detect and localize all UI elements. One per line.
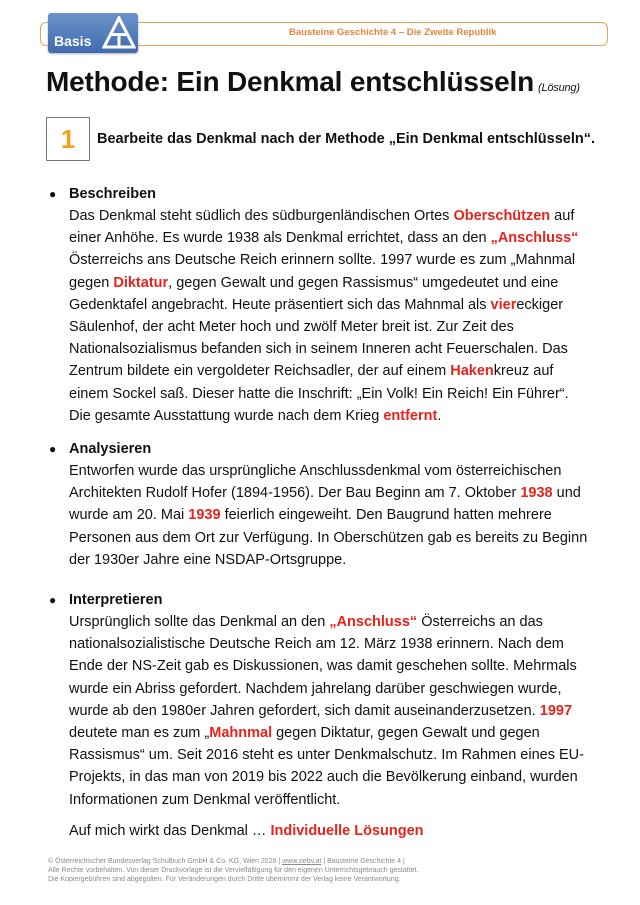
bullet-icon: ● [49,187,57,201]
section-heading: Interpretieren [69,592,163,608]
task-instruction: Bearbeite das Denkmal nach der Methode „Ein Denkmal entschlüsseln“. [97,131,595,147]
bullet-icon: ● [49,593,57,607]
section-body: Ursprünglich sollte das Denkmal an den „Anschluss“ Österreichs an das nationalsozialistische Deutsche Reich am 12. März 1938 erinnern. Nach dem Ende der NS-Zeit gab es Diskussionen, was damit geschehen sollte. Mehrmals wurde ein Abriss gefordert. Nachdem jahrelang darüber geschwiegen wurde, wurde ab den 1980er Jahren gefordert, sich damit auseinanderzusetzen. 1997 deutete man es zum „Mahnmal gegen Diktatur, gegen Gewalt und gegen Rassismus“ um. Seit 2016 steht es unter Denkmalschutz. Im Rahmen eines EU-Projekts, in das man von 2019 bis 2022 auch die Bevölkerung einband, wurden Informationen zum Denkmal veröffentlicht. [69,614,584,808]
section-body: Entworfen wurde das ursprüngliche Anschlussdenkmal vom österreichischen Architekten Rudolf Hofer (1894-1956). Der Bau Beginn am 7. Oktober 1938 und wurde am 20. Mai 1939 feierlich eingeweiht. Den Baugrund hatten mehrere Personen aus dem Ort zur Verfügung. In Oberschützen gab es bereits zu Beginn der 1930er Jahre eine NSDAP-Ortsgruppe. [69,463,588,568]
bullet-icon: ● [49,442,57,456]
section-body: Das Denkmal steht südlich des südburgenländischen Ortes Oberschützen auf einer Anhöhe. Es wurde 1938 als Denkmal errichtet, dass an den „Anschluss“ Österreichs ans Deutsche Reich erinnern sollte. 1997 wurde es zum „Mahnmal gegen Diktatur, gegen Gewalt und gegen Rassismus“ umgedeutet und eine Gedenktafel angebracht. Heute präsentiert sich das Mahnmal als viereckiger Säulenhof, der acht Meter hoch und zwölf Meter breit ist. Zur Zeit des Nationalsozialismus befanden sich in seinem Inneren acht Feuerschalen. Das Zentrum bildete ein vergoldeter Reichsadler, der auf einem Hakenkreuz auf einem Sockel saß. Dieser hatte die Inschrift: „Ein Volk! Ein Reich! Ein Führer“. Die gesamte Ausstattung wurde nach dem Krieg entfernt. [69,208,579,424]
logo-text: Basis [54,33,92,49]
solution-label: (Lösung) [537,82,580,94]
impression-answer: Individuelle Lösungen [270,823,424,839]
section-heading: Analysieren [69,441,152,457]
section-analyse [49,439,594,571]
publisher-link[interactable]: www.oebv.at [282,858,322,865]
section-describe [49,184,594,427]
copyright-footer: © Österreichischer Bundesverlag Schulbuch GmbH & Co. KG, Wien 2026 | www.oebv.at | Bausteine Geschichte 4 | Alle Rechte vorbehalten. Von dieser Druckvorlage ist die Vervielfältigung für den eigenen Unterrichtsgebrauch gestattet. Die Kopiergebühren sind abgegolten. Für Veränderungen durch Dritte übernimmt der Verlag keine Verantwortung. [48,858,419,883]
header-title: Bausteine Geschichte 4 – Die Zweite Republik [289,27,497,38]
triangle-logo-icon [102,16,136,50]
basis-logo [48,13,138,53]
section-interpret [49,590,594,811]
task-number: 1 [46,117,90,161]
section-heading: Beschreiben [69,186,157,202]
page-title: Methode: Ein Denkmal entschlüsseln (Lösung) [46,66,580,97]
impression-line [69,823,424,839]
impression-prompt: Auf mich wirkt das Denkmal … [69,823,271,839]
